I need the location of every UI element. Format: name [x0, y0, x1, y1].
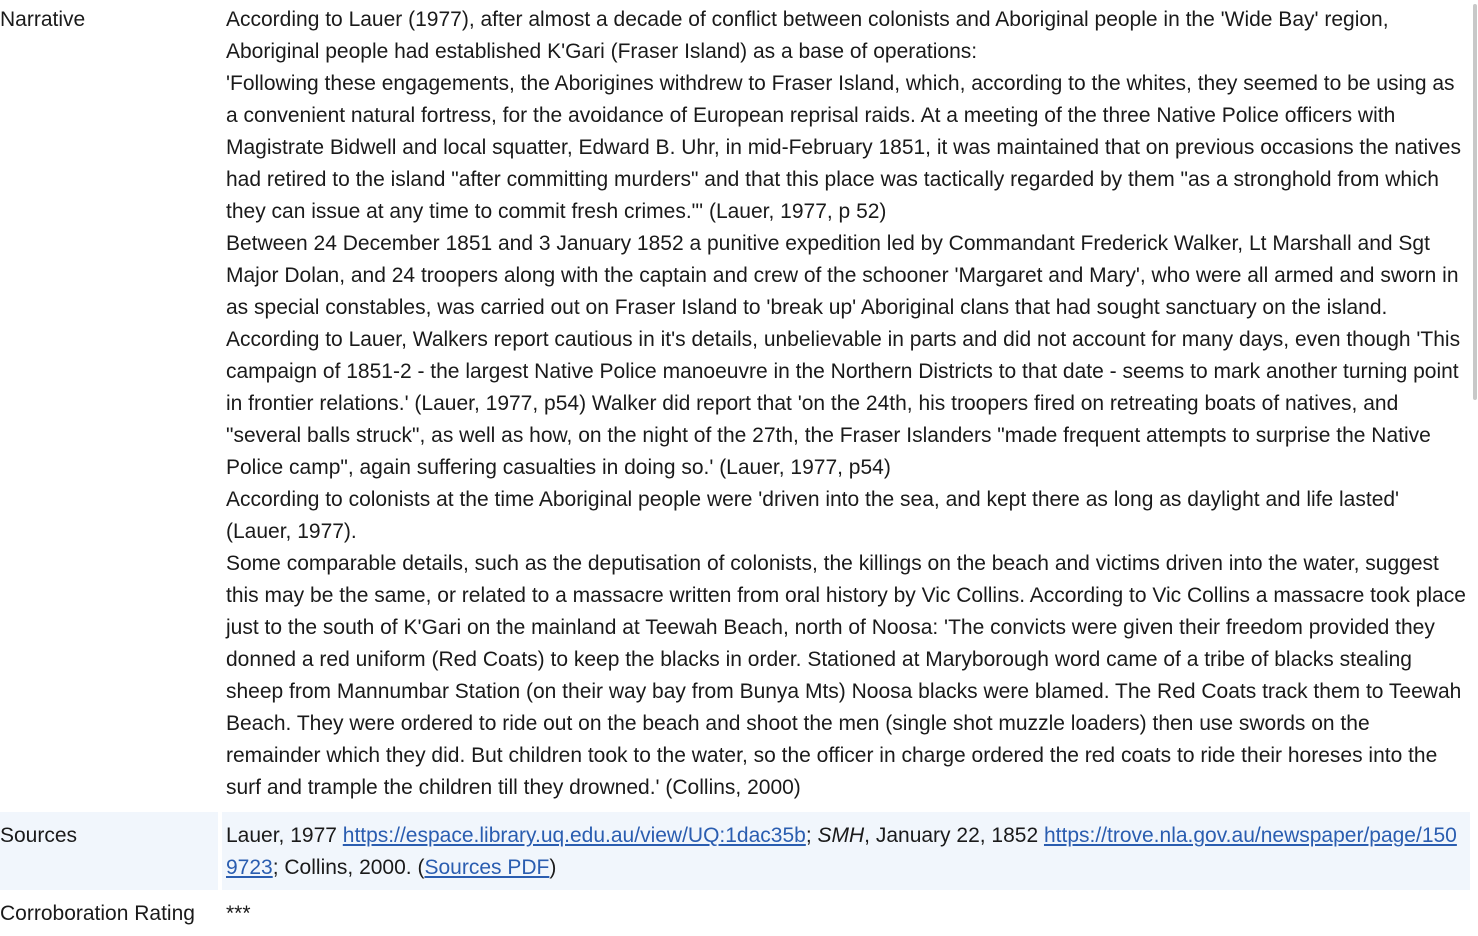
sources-text: ; — [805, 824, 818, 847]
scrollbar[interactable] — [1472, 0, 1478, 936]
corroboration-row — [0, 890, 1470, 930]
sources-text: , January 22, 1852 — [864, 824, 1044, 847]
narrative-row — [0, 4, 1470, 812]
narrative-paragraph: Between 24 December 1851 and 3 January 1852 a punitive expedition led by Commandant Frederick Walker, Lt Marshall and Sgt Major Dolan, and 24 troopers along with the captain and crew of the schooner 'Margaret and Mary', who were all armed and sworn in as special constables, was carried out on Fraser Island to 'break up' Aboriginal clans that had sought sanctuary on the island. According to Lauer, Walkers report cautious in it's details, unbelievable in parts and did not account for many days, even though 'This campaign of 1851-2 - the largest Native Police manoeuvre in the Northern Districts to that date - seems to mark another turning point in frontier relations.' (Lauer, 1977, p54) Walker did report that 'on the 24th, his troopers fired on retreating boats of natives, and "several balls struck", as well as how, on the night of the 27th, the Fraser Islanders "made frequent attempts to surprise the Native Police camp", again suffering casualties in doing so.' (Lauer, 1977, p54) — [226, 232, 1461, 479]
sources-text: ; Collins, 2000. ( — [272, 856, 425, 879]
narrative-value — [222, 4, 1470, 812]
narrative-paragraph: According to colonists at the time Aboriginal people were 'driven into the sea, and kept there as long as daylight and life lasted' (Lauer, 1977). — [226, 488, 1400, 543]
corroboration-label: Corroboration Rating — [0, 902, 195, 925]
sources-pdf-link[interactable]: Sources PDF — [424, 856, 550, 879]
massacre-detail-table — [0, 4, 1470, 930]
sources-text: Lauer, 1977 — [226, 824, 343, 847]
narrative-label: Narrative — [0, 8, 86, 31]
narrative-paragraph: Some comparable details, such as the deputisation of colonists, the killings on the beach and victims driven into the water, suggest this may be the same, or related to a massacre written from oral history by Vic Collins. According to Vic Collins a massacre took place just to the south of K'Gari on the mainland at Teewah Beach, north of Noosa: 'The convicts were given their freedom provided they donned a red uniform (Red Coats) to keep the blacks in order. Stationed at Maryborough word came of a tribe of blacks stealing sheep from Mannumbar Station (on their way bay from Bunya Mts) Noosa blacks were blamed. The Red Coats track them to Teewah Beach. They were ordered to ride out on the beach and shoot the men (single shot muzzle loaders) then use swords on the remainder which they did. But children took to the water, so the officer in charge ordered the red coats to ride their horeses into the surf and trample the children till they drowned.' (Collins, 2000) — [226, 552, 1466, 799]
corroboration-value: *** — [226, 902, 251, 925]
narrative-paragraph: According to Lauer (1977), after almost a decade of conflict between colonists and Aboriginal people in the 'Wide Bay' region, Aboriginal people had established K'Gari (Fraser Island) as a base of operations: — [226, 8, 1389, 63]
sources-label: Sources — [0, 812, 218, 890]
sources-value — [222, 812, 1470, 890]
scrollbar-thumb[interactable] — [1473, 4, 1477, 400]
uq-espace-link[interactable]: https://espace.library.uq.edu.au/view/UQ:1dac35b — [342, 824, 806, 847]
sources-text: ) — [549, 856, 557, 879]
trove-link[interactable]: https://trove.nla.gov.au/newspaper/page/1509723 — [226, 824, 1457, 879]
sources-row — [0, 812, 1470, 890]
narrative-paragraph: 'Following these engagements, the Aborigines withdrew to Fraser Island, which, according to the whites, they seemed to be using as a convenient natural fortress, for the avoidance of European reprisal raids. At a meeting of the three Native Police officers with Magistrate Bidwell and local squatter, Edward B. Uhr, in mid-February 1851, it was maintained that on previous occasions the natives had retired to the island "after committing murders" and that this place was tactically regarded by them "as a stronghold from which they can issue at any time to commit fresh crimes."' (Lauer, 1977, p 52) — [226, 72, 1461, 223]
smh-citation: SMH — [817, 824, 865, 847]
